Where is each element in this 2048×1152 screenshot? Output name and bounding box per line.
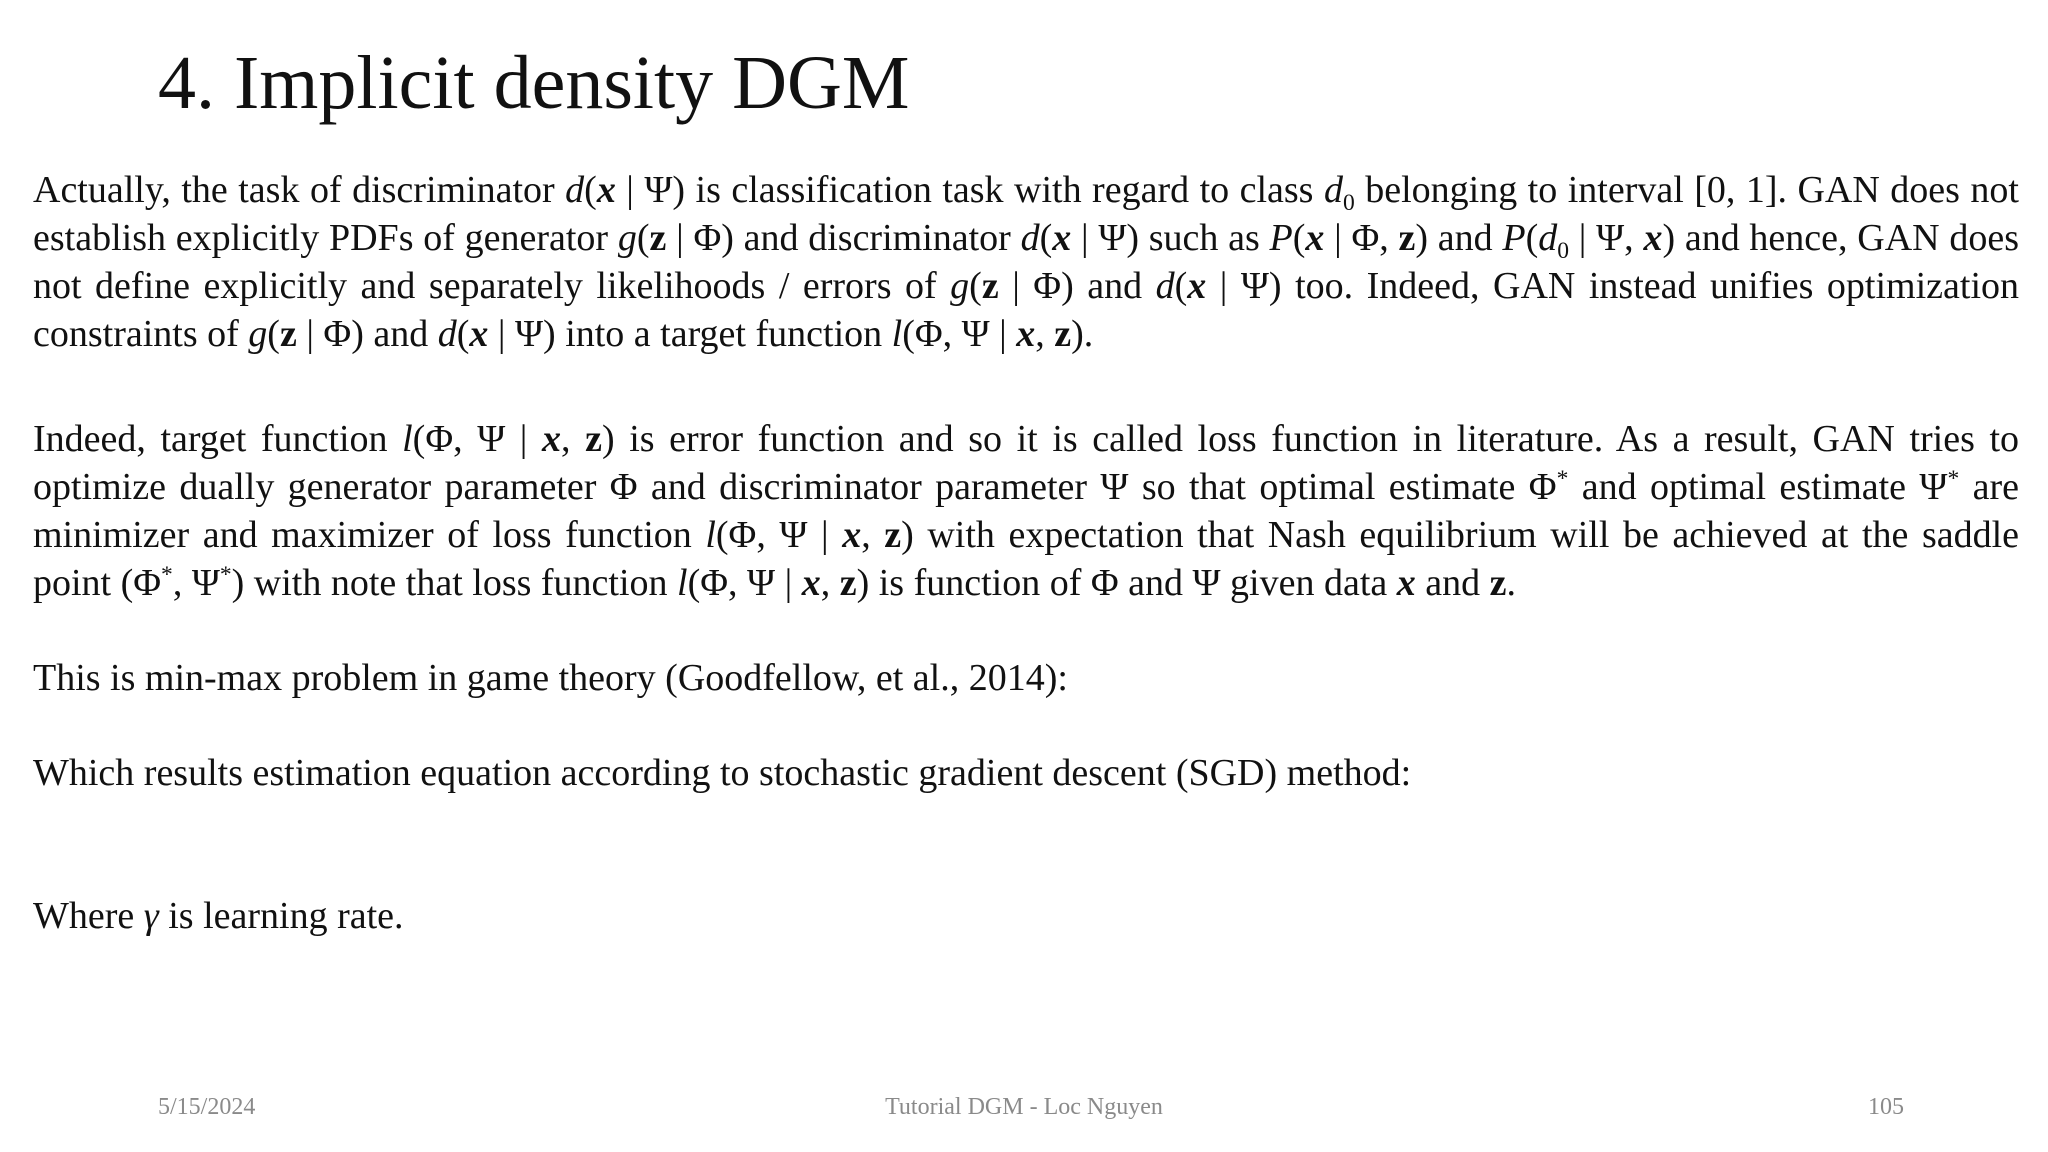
- text-segment: | Ψ) is classification task with regard to class: [615, 169, 1324, 211]
- text-segment: d: [1538, 217, 1558, 259]
- text-segment: z: [1398, 217, 1416, 259]
- paragraph-sgd-estimation: [33, 749, 2019, 797]
- text-segment: γ: [143, 895, 159, 937]
- footer-date: 5/15/2024: [158, 1094, 256, 1120]
- text-segment: ) is error function and so it is called loss function in literature. As a result, GAN tries to optimize dually generator parameter Φ and discriminator parameter Ψ so that optimal estimate Φ: [33, 418, 2020, 508]
- text-segment: | Φ) and discriminator: [666, 217, 1021, 259]
- text-segment: l: [705, 514, 716, 556]
- text-segment: x: [542, 418, 562, 460]
- text-segment: l: [677, 562, 688, 604]
- text-segment: ,: [820, 562, 840, 604]
- text-segment: (: [636, 217, 650, 259]
- text-segment: 0: [1342, 190, 1355, 217]
- text-segment: d: [1323, 169, 1343, 211]
- text-segment: | Ψ) such as: [1071, 217, 1270, 259]
- text-segment: (Φ, Ψ |: [412, 418, 543, 460]
- text-segment: z: [279, 313, 297, 355]
- text-segment: x: [1305, 217, 1325, 259]
- text-segment: ).: [1071, 313, 1094, 355]
- text-segment: ) and: [1415, 217, 1503, 259]
- text-segment: g: [617, 217, 637, 259]
- text-segment: , Ψ: [172, 562, 220, 604]
- text-segment: ) is function of Φ and Ψ given data: [856, 562, 1397, 604]
- text-segment: are minimizer and maximizer of loss function: [33, 466, 2019, 556]
- text-segment: x: [469, 313, 489, 355]
- text-segment: | Ψ,: [1569, 217, 1644, 259]
- text-segment: P: [1269, 217, 1293, 259]
- text-segment: *: [1556, 466, 1569, 493]
- text-segment: Which results estimation equation according to stochastic gradient descent (SGD) method:: [33, 752, 1412, 794]
- footer-title: Tutorial DGM - Loc Nguyen: [885, 1094, 1163, 1120]
- text-segment: Where: [33, 895, 144, 937]
- text-segment: *: [161, 562, 173, 589]
- text-segment: l: [402, 418, 413, 460]
- text-segment: d: [1020, 217, 1040, 259]
- text-segment: d: [1155, 265, 1175, 307]
- text-segment: z: [884, 514, 902, 556]
- text-segment: ) and hence, GAN does not define explicitly and separately likelihoods / errors of: [33, 217, 2019, 307]
- text-segment: (: [1525, 217, 1539, 259]
- text-segment: .: [1506, 562, 1516, 604]
- paragraph-learning-rate: [33, 892, 2019, 940]
- text-segment: (: [1039, 217, 1053, 259]
- text-segment: and: [1415, 562, 1490, 604]
- text-segment: is learning rate.: [158, 895, 404, 937]
- text-segment: (: [1292, 217, 1306, 259]
- text-segment: ) with note that loss function: [231, 562, 678, 604]
- text-segment: z: [585, 418, 602, 460]
- text-segment: 0: [1557, 238, 1570, 265]
- text-segment: This is min-max problem in game theory (Goodfellow, et al., 2014):: [33, 657, 1068, 699]
- text-segment: Actually, the task of discriminator: [33, 169, 566, 211]
- text-segment: (Φ, Ψ |: [687, 562, 802, 604]
- text-segment: z: [1054, 313, 1072, 355]
- paragraph-min-max-problem: [33, 654, 2019, 702]
- text-segment: | Φ,: [1324, 217, 1399, 259]
- text-segment: | Φ) and: [998, 265, 1156, 307]
- text-segment: x: [1643, 217, 1663, 259]
- slide-title: 4. Implicit density DGM: [158, 41, 910, 125]
- text-segment: | Ψ) into a target function: [488, 313, 892, 355]
- text-segment: z: [981, 265, 999, 307]
- text-segment: d: [565, 169, 585, 211]
- text-segment: x: [801, 562, 821, 604]
- text-segment: ) with expectation that Nash equilibrium will be achieved at the saddle point (Φ: [33, 514, 2020, 604]
- paragraph-loss-function: [33, 415, 2019, 607]
- text-segment: Indeed, target function: [33, 418, 403, 460]
- text-segment: z: [839, 562, 857, 604]
- text-segment: (: [584, 169, 597, 211]
- text-segment: and optimal estimate Ψ: [1568, 466, 1948, 508]
- text-segment: | Φ) and: [296, 313, 438, 355]
- text-segment: belonging to interval [0, 1]. GAN does not establish explicitly PDFs of generator: [33, 169, 2019, 259]
- text-segment: x: [596, 169, 616, 211]
- text-segment: d: [437, 313, 457, 355]
- text-segment: (Φ, Ψ |: [902, 313, 1017, 355]
- text-segment: g: [950, 265, 970, 307]
- paragraph-discriminator-task: [33, 166, 2019, 358]
- slide-number: 105: [1868, 1094, 1904, 1120]
- text-segment: ,: [561, 418, 586, 460]
- text-segment: ,: [861, 514, 885, 556]
- text-segment: z: [649, 217, 667, 259]
- text-segment: z: [1489, 562, 1507, 604]
- text-segment: l: [891, 313, 903, 355]
- text-segment: g: [248, 313, 268, 355]
- text-segment: x: [1052, 217, 1072, 259]
- text-segment: (Φ, Ψ |: [715, 514, 843, 556]
- text-segment: x: [842, 514, 862, 556]
- text-segment: (: [456, 313, 470, 355]
- text-segment: P: [1502, 217, 1526, 259]
- text-segment: *: [1947, 466, 1960, 493]
- text-segment: | Ψ) too. Indeed, GAN instead unifies optimization constraints of: [33, 265, 2019, 355]
- text-segment: x: [1396, 562, 1416, 604]
- text-segment: *: [219, 562, 232, 589]
- text-segment: ,: [1035, 313, 1055, 355]
- text-segment: (: [969, 265, 982, 307]
- text-segment: (: [1174, 265, 1188, 307]
- text-segment: x: [1187, 265, 1207, 307]
- text-segment: x: [1016, 313, 1036, 355]
- text-segment: (: [267, 313, 280, 355]
